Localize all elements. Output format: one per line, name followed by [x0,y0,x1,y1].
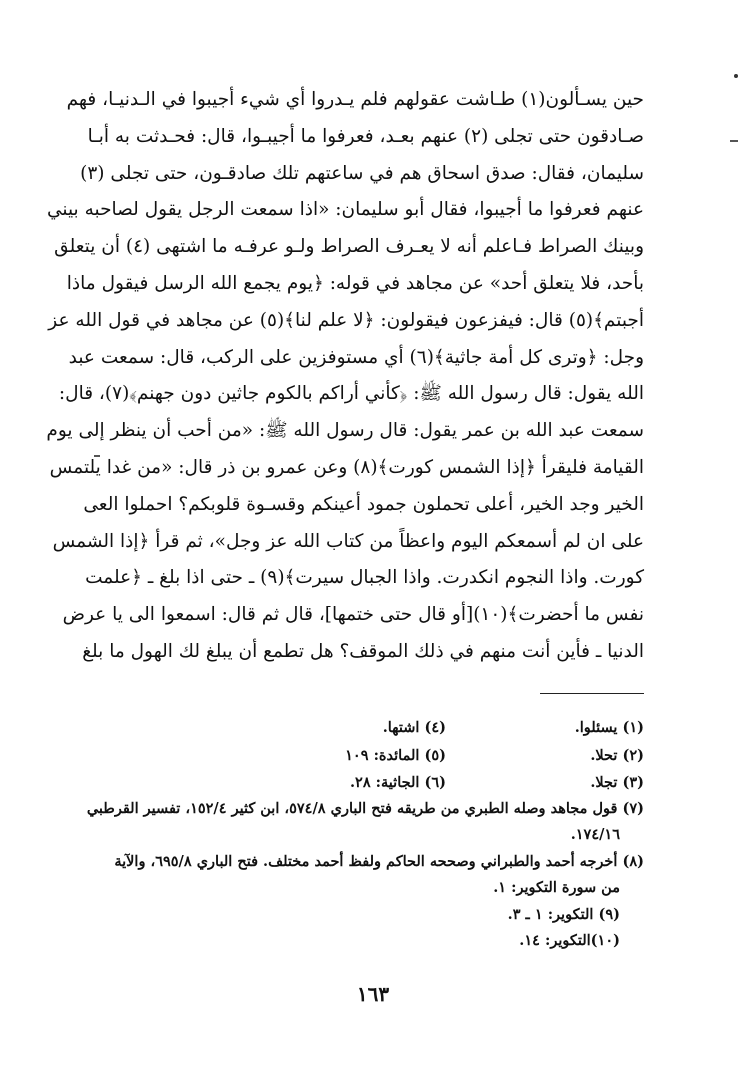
text-line: كورت. واذا النجوم انكدرت. واذا الجبال سيرت﴾(٩) ـ حتى اذا بلغ ـ ﴿علمت [85,567,644,589]
text-line: على ان لم أسمعكم اليوم واعظاً من كتاب الله عز وجل»، ثم قرأ ﴿إذا الشمس [52,530,644,552]
text-line: بأحد، فلا يتعلق أحد» عن مجاهد في قوله: ﴿يوم يجمع الله الرسل فيقول ماذا [66,272,644,294]
text-line: أجبتم﴾(٥) قال: فيفزعون فيقولون: ﴿لا علم لنا﴾(٥) عن مجاهد في قول الله عز [48,309,644,331]
text-line: الخير وجد الخير، أعلى تحملون جمود أعينكم وقسـوة قلوبكم؟ احملوا العى [83,493,644,515]
text-line: القيامة فليقرأ ﴿إذا الشمس كورت﴾(٨) وعن عمرو بن ذر قال: «من غدا يلتمس [49,456,644,478]
text-line: سمعت عبد الله بن عمر يقول: قال رسول الله ﷺ: «من أحب أن ينظر إلى يوم [46,420,644,442]
footnote: (٤) اشتها. [382,719,446,736]
footnote: (٢) تحلا. [590,746,644,764]
footnote: (١) يسئلوا. [574,719,644,736]
footnote-row [250,742,644,770]
margin-mark [734,74,738,78]
footnote: (٣) تجلا. [590,774,644,791]
footnote: (٦) الجاثية: ٢٨. [349,774,446,791]
text-line: الدنيا ـ فأين أنت منهم في ذلك الموقف؟ هل تطمع أن يبلغ لك الهول ما بلغ [82,640,644,662]
footnotes-grid [250,714,644,797]
text-line: سليمان، فقال: صدق اسحاق هم في ساعتهم تلك صادقـون، حتى تجلى (٣) [80,162,644,184]
text-line: حين يسـألون(١) طـاشت عقولهم فلم يـدروا أي شيء أجيبوا في الـدنيـا، فهم [66,89,644,110]
text-line: نفس ما أحضرت﴾(١٠)[أو قال حتى ختمها]، قال ثم قال: اسمعوا الى يا عرض [62,604,644,626]
margin-mark [730,140,738,142]
footnote-row [250,714,644,742]
footnote: (٨) أخرجه أحمد والطبراني وصححه الحاكم ولفظ أحمد مختلف. فتح الباري ٦٩٥/٨، والآية [114,852,644,870]
footnote: (٥) المائدة: ١٠٩ [345,746,446,764]
footnote-divider [540,693,644,694]
main-text [46,82,644,671]
page-number: ١٦٣ [356,982,390,1006]
text-line: صـادقون حتى تجلى (٢) عنهم بعـد، فعرفوا ما أجيبـوا، قال: فحـدثت به أبـا [87,125,644,147]
footnote-row [250,769,644,797]
footnote-continuation: ١٧٤/١٦. [570,826,620,844]
text-line: وبينك الصراط فـاعلم أنه لا يعـرف الصراط ولـو عرفـه ما اشتهى (٤) أن يتعلق [54,236,644,258]
footnotes-list [86,796,644,954]
text-line: وجل: ﴿وترى كل أمة جاثية﴾(٦) أي مستوفزين على الركب، قال: سمعت عبد [68,346,644,368]
footnote-continuation: من سورة التكوير: ١. [493,879,620,897]
footnote: (٧) قول مجاهد وصله الطبري من طريقه فتح الباري ٥٧٤/٨، ابن كثير ١٥٢/٤، تفسير القرطبي [86,800,644,817]
text-line: الله يقول: قال رسول الله ﷺ: ﴿كأني أراكم بالكوم جاثين دون جهنم﴾(٧)، قال: [58,383,644,405]
footnote: (٩) التكوير: ١ ـ ٣. [507,905,620,923]
text-line: عنهم فعرفوا ما أجيبوا، فقال أبو سليمان: «اذا سمعت الرجل يقول لصاحبه بيني [46,199,644,221]
footnote: (١٠)التكوير: ١٤. [519,931,620,949]
